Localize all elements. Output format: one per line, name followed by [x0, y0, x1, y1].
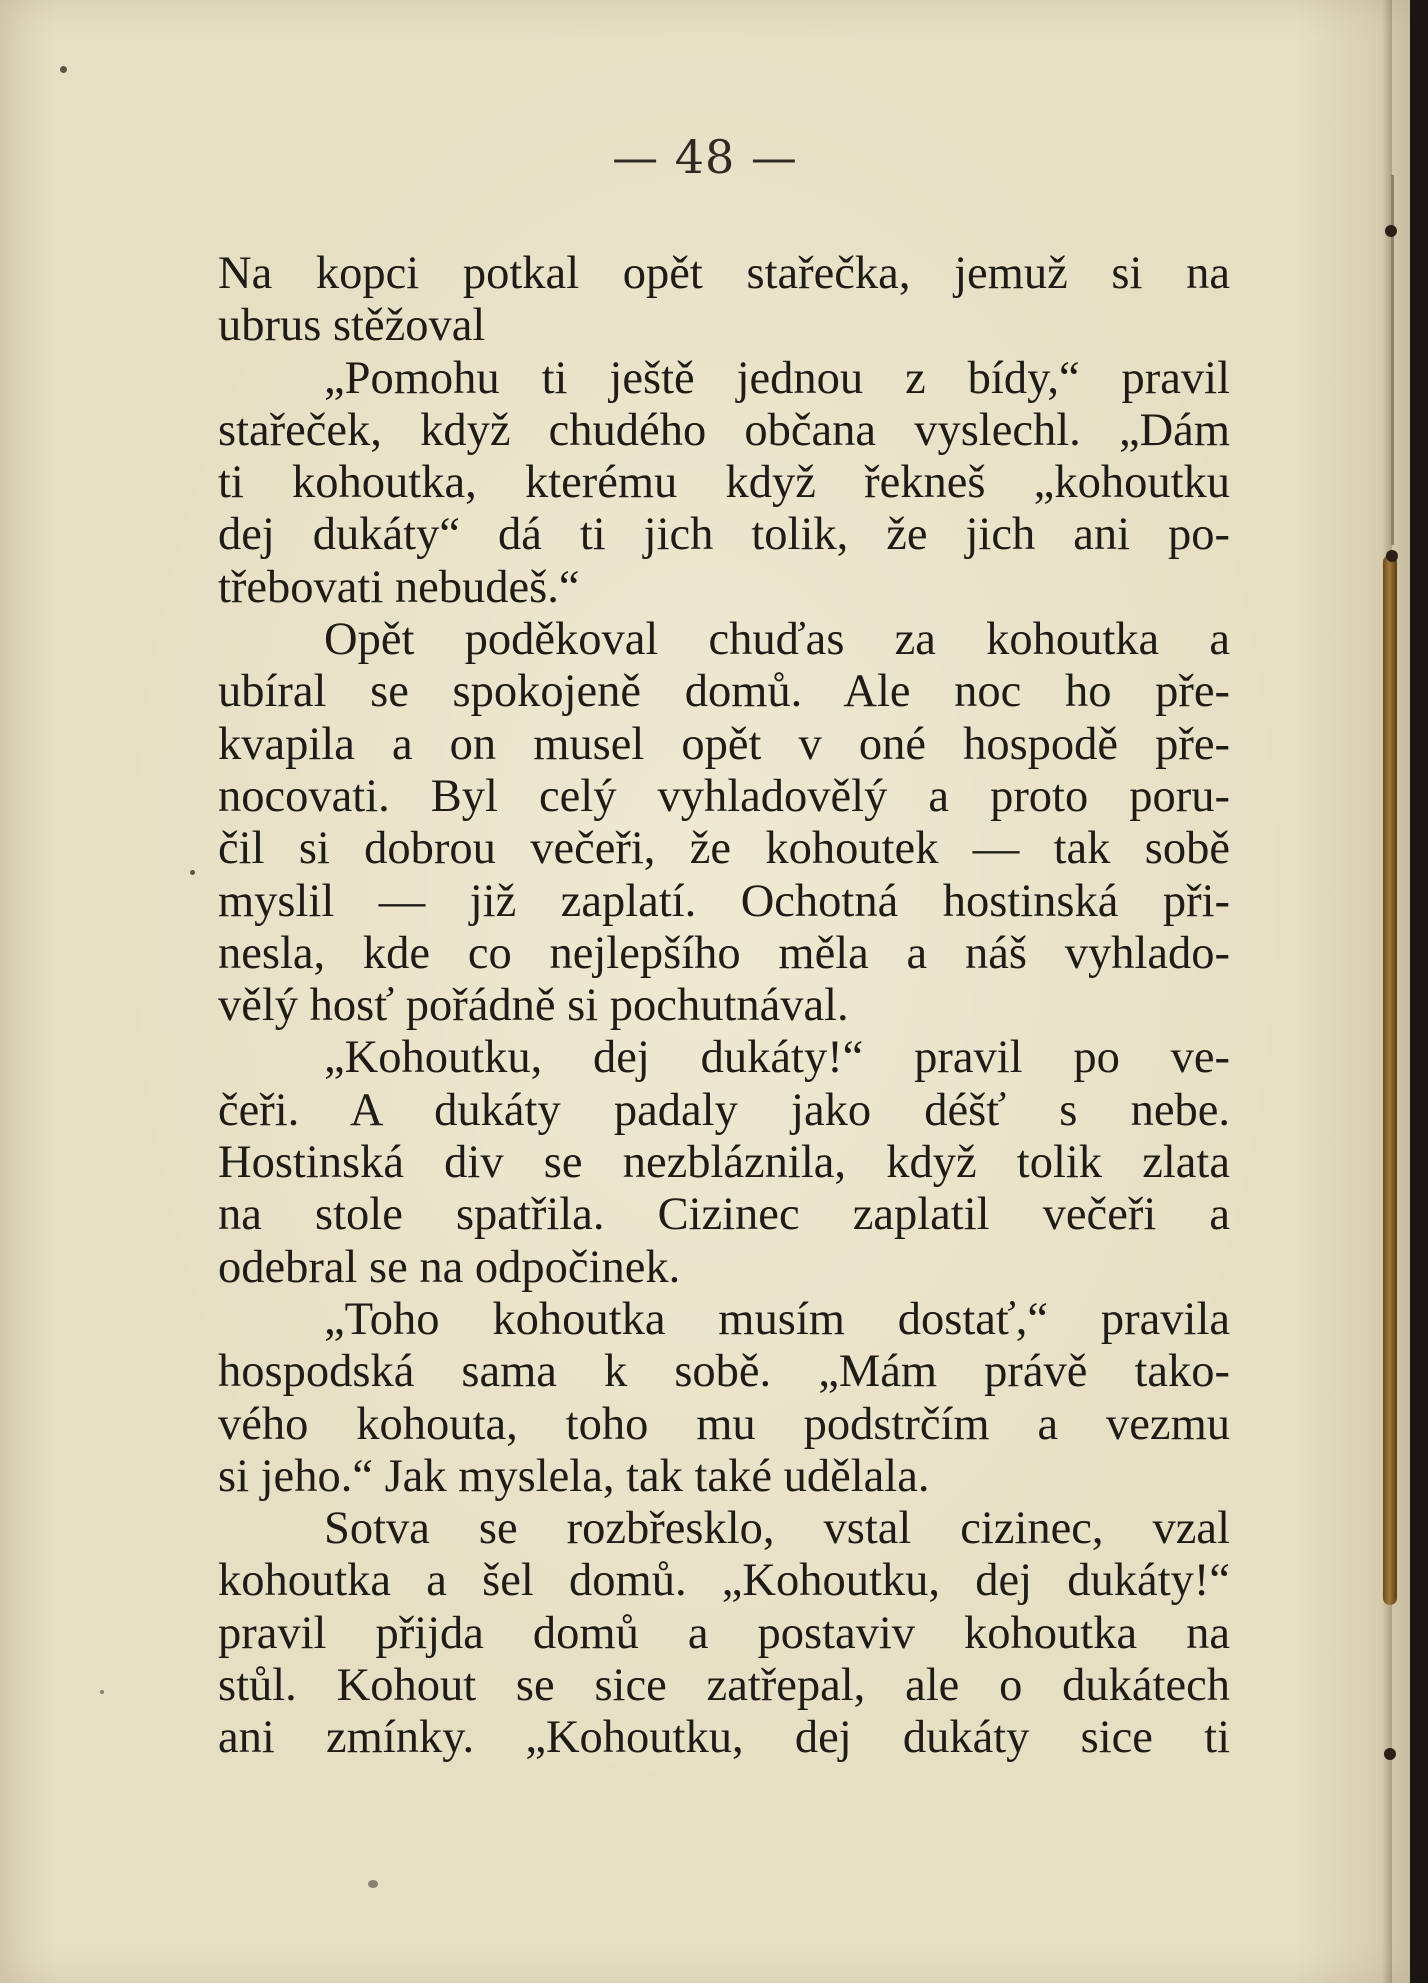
text-line: ubíral se spokojeně domů. Ale noc ho pře- [218, 666, 1230, 718]
paper-speck [100, 1690, 104, 1694]
binding-knot-top [1385, 225, 1397, 237]
paper-speck [60, 66, 67, 73]
text-line: Sotva se rozbřesklo, vstal cizinec, vzal [324, 1503, 1230, 1555]
text-line: ubrus stěžoval [218, 300, 486, 352]
text-line: „Kohoutku, dej dukáty!“ pravil po ve- [324, 1032, 1230, 1084]
text-line: pravil přijda domů a postaviv kohoutka na [218, 1607, 1230, 1659]
text-line: myslil — již zaplatí. Ochotná hostinská při- [218, 875, 1230, 927]
text-line: Hostinská div se nezbláznila, když tolik zlata [218, 1137, 1230, 1189]
text-line: odebral se na odpočinek. [218, 1241, 681, 1293]
text-line: kvapila a on musel opět v oné hospodě pře- [218, 718, 1230, 770]
text-line: „Toho kohoutka musím dostať,“ pravila [324, 1293, 1230, 1345]
text-line: čeři. A dukáty padaly jako déšť s nebe. [218, 1084, 1230, 1136]
text-line: třebovati nebudeš.“ [218, 561, 580, 613]
text-line: stůl. Kohout se sice zatřepal, ale o dukátech [218, 1660, 1230, 1712]
text-line: hospodská sama k sobě. „Mám právě tako- [218, 1346, 1230, 1398]
text-line: nesla, kde co nejlepšího měla a náš vyhlado- [218, 927, 1230, 979]
body-text [218, 248, 1230, 1765]
page-number: — 48 — [612, 130, 798, 184]
binding-knot-bottom [1384, 1748, 1396, 1760]
text-line: stařeček, když chudého občana vyslechl. „Dám [218, 404, 1230, 456]
binding-thread [1383, 555, 1397, 1605]
text-line: čil si dobrou večeři, že kohoutek — tak sobě [218, 823, 1230, 875]
paper-speck [368, 1880, 378, 1888]
text-line: „Pomohu ti ještě jednou z bídy,“ pravil [324, 352, 1230, 404]
text-line: na stole spatřila. Cizinec zaplatil večeři a [218, 1189, 1230, 1241]
text-line: Na kopci potkal opět stařečka, jemuž si na [218, 248, 1230, 299]
text-line: ani zmínky. „Kohoutku, dej dukáty sice ti [218, 1712, 1230, 1764]
text-line: kohoutka a šel domů. „Kohoutku, dej dukáty!“ [218, 1555, 1230, 1607]
paper-speck [190, 870, 195, 875]
text-line: si jeho.“ Jak myslela, tak také udělala. [218, 1450, 930, 1502]
text-line: dej dukáty“ dá ti jich tolik, že jich ani po- [218, 509, 1230, 561]
binding-knot-middle [1386, 550, 1398, 562]
text-line: Opět poděkoval chuďas za kohoutka a [324, 614, 1230, 666]
text-line: nocovati. Byl celý vyhladovělý a proto poru- [218, 770, 1230, 822]
text-line: vělý hosť pořádně si pochutnával. [218, 980, 849, 1032]
text-line: vého kohouta, toho mu podstrčím a vezmu [218, 1398, 1230, 1450]
text-line: ti kohoutka, kterému když řekneš „kohoutku [218, 457, 1230, 509]
